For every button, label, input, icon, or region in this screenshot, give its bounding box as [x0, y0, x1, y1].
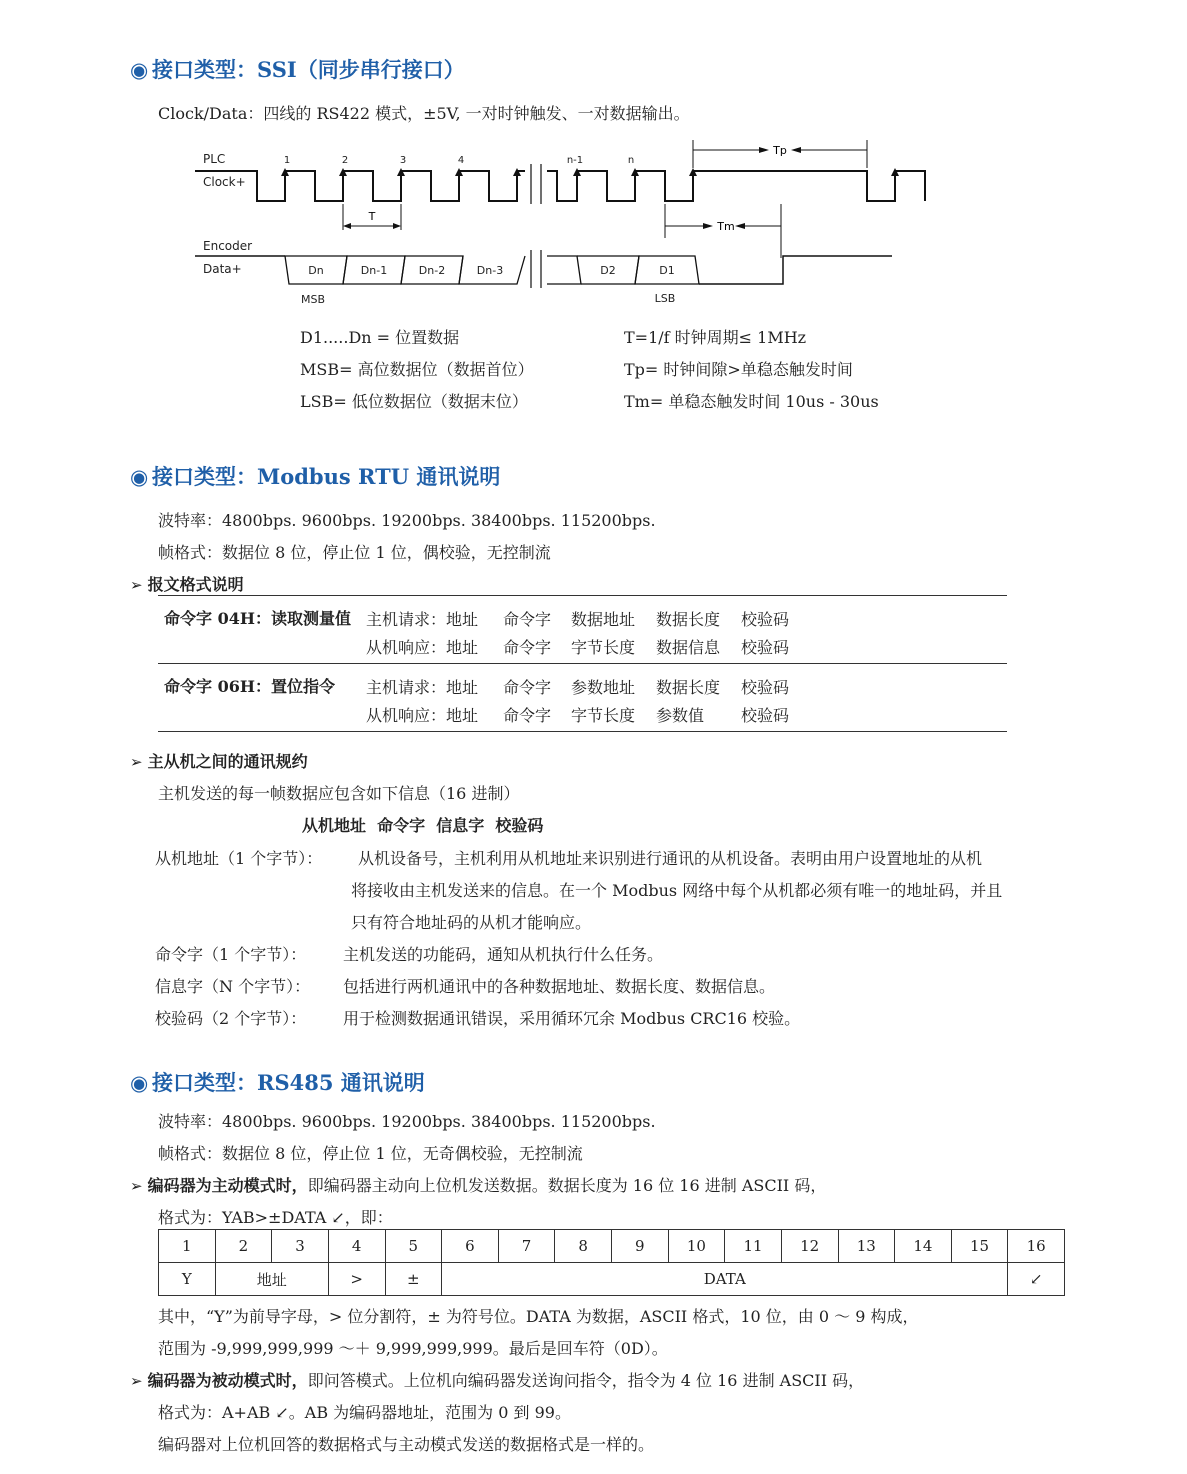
protocol-fields: 从机地址 命令字 信息字 校验码 [302, 816, 544, 835]
clock-tick-label: 3 [399, 155, 407, 166]
clock-tick-label: 2 [341, 155, 349, 166]
addr-text: 将接收由主机发送来的信息。在一个 Modbus 网络中每个从机都必须有唯一的地址码，并且 [351, 881, 1003, 900]
cmd04-label: 命令字 04H：读取测量值 [164, 609, 351, 628]
tm-label: Tm [717, 220, 735, 233]
data-bit-label: Dn-1 [360, 264, 388, 277]
tp-label: Tp [773, 144, 787, 157]
table-cell: 16 [1008, 1230, 1065, 1263]
arrow-icon: ➢ [130, 753, 143, 771]
table-cell: 7 [498, 1230, 555, 1263]
ssi-heading: ◉ 接口类型：SSI（同步串行接口） [130, 57, 465, 82]
cmd04-req: 数据地址 [571, 610, 636, 629]
data-bit-label: D2 [600, 264, 616, 277]
table-cell: ↙ [1008, 1263, 1065, 1296]
legend-right-1: T=1/f 时钟周期≤ 1MHz [624, 328, 807, 347]
active-format: 格式为：YAB>±DATA ↙，即： [158, 1208, 393, 1227]
table-cell: 12 [781, 1230, 838, 1263]
table-row [159, 1263, 1065, 1296]
rs485-baud: 波特率：4800bps. 9600bps. 19200bps. 38400bps. 115200bps. [158, 1112, 656, 1131]
cmd06-req: 数据长度 [656, 678, 721, 697]
table-cell: 8 [555, 1230, 612, 1263]
cmd06-req: 命令字 [503, 678, 552, 697]
table-cell: DATA [442, 1263, 1008, 1296]
modbus-heading: ◉ 接口类型：Modbus RTU 通讯说明 [130, 464, 501, 489]
table-cell: Y [159, 1263, 216, 1296]
arrow-icon: ➢ [130, 1372, 143, 1390]
rs485-frame: 帧格式：数据位 8 位，停止位 1 位，无奇偶校验，无控制流 [158, 1144, 583, 1163]
last-line: 编码器对上位机回答的数据格式与主动模式发送的数据格式是一样的。 [158, 1435, 655, 1454]
legend-left-3: LSB= 低位数据位（数据末位） [300, 392, 528, 411]
table-row [159, 1230, 1065, 1263]
arrow-icon: ➢ [130, 1177, 143, 1195]
modbus-frame: 帧格式：数据位 8 位，停止位 1 位，偶校验，无控制流 [158, 543, 551, 562]
info-text: 包括进行两机通讯中的各种数据地址、数据长度、数据信息。 [343, 977, 776, 996]
passive-mode: ➢ 编码器为被动模式时，即问答模式。上位机向编码器发送询问指令，指令为 4 位 16 进制 ASCII 码， [130, 1371, 865, 1390]
cmd-text: 主机发送的功能码，通知从机执行什么任务。 [343, 945, 664, 964]
crc-label: 校验码（2 个字节）： [155, 1009, 307, 1028]
cmd06-resp: 参数值 [656, 706, 705, 725]
cmd04-req: 命令字 [503, 610, 552, 629]
table-cell: > [328, 1263, 385, 1296]
cmd06-req: 主机请求：地址 [366, 678, 479, 697]
clock-tick-label: n-1 [566, 155, 584, 166]
data-bit-label: Dn-2 [418, 264, 446, 277]
table-cell: 13 [838, 1230, 895, 1263]
bullet-icon: ◉ [130, 57, 149, 82]
rs485-heading: ◉ 接口类型：RS485 通讯说明 [130, 1070, 425, 1095]
addr-label: 从机地址（1 个字节）： [155, 849, 323, 868]
legend-left-1: D1.....Dn = 位置数据 [300, 328, 460, 347]
clock-tick-label: 1 [283, 155, 291, 166]
cmd04-req: 主机请求：地址 [366, 610, 479, 629]
plc-label: PLC [203, 152, 226, 166]
table-cell: ± [385, 1263, 442, 1296]
cmd04-req: 数据长度 [656, 610, 721, 629]
divider [158, 663, 1007, 664]
msb-label: MSB [300, 293, 326, 306]
legend-right-3: Tm= 单稳态触发时间 10us - 30us [624, 392, 879, 411]
data-bit-label: Dn [308, 264, 324, 277]
bullet-icon: ◉ [130, 464, 149, 489]
cmd06-resp: 字节长度 [571, 706, 636, 725]
legend-right-2: Tp= 时钟间隙>单稳态触发时间 [624, 360, 853, 379]
divider [158, 595, 1007, 596]
cmd06-label: 命令字 06H：置位指令 [164, 677, 335, 696]
table-cell: 5 [385, 1230, 442, 1263]
cmd04-resp: 数据信息 [656, 638, 721, 657]
note-2: 范围为 -9,999,999,999 ～＋ 9,999,999,999。最后是回车符（0D）。 [158, 1339, 668, 1358]
cmd06-req: 参数地址 [571, 678, 636, 697]
cmd04-resp: 命令字 [503, 638, 552, 657]
table-cell: 3 [272, 1230, 329, 1263]
table-cell: 1 [159, 1230, 216, 1263]
modbus-baud: 波特率：4800bps. 9600bps. 19200bps. 38400bps. 115200bps. [158, 511, 656, 530]
info-label: 信息字（N 个字节）： [155, 977, 311, 996]
cmd06-resp: 命令字 [503, 706, 552, 725]
ssi-timing-diagram [195, 138, 940, 310]
table-cell: 6 [442, 1230, 499, 1263]
data-bit-label: D1 [659, 264, 675, 277]
t-label: T [368, 210, 376, 223]
addr-text: 从机设备号，主机利用从机地址来识别进行通讯的从机设备。表明由用户设置地址的从机 [358, 849, 983, 868]
table-cell: 地址 [215, 1263, 328, 1296]
cmd06-req: 校验码 [741, 678, 790, 697]
data-label: Data+ [203, 262, 242, 276]
clock-label: Clock+ [203, 175, 246, 189]
cmd06-resp: 校验码 [741, 706, 790, 725]
table-cell: 9 [612, 1230, 669, 1263]
clock-tick-label: 4 [457, 155, 465, 166]
addr-text: 只有符合地址码的从机才能响应。 [351, 913, 592, 932]
protocol-line: 主机发送的每一帧数据应包含如下信息（16 进制） [158, 784, 520, 803]
cmd04-resp: 校验码 [741, 638, 790, 657]
table-cell: 14 [895, 1230, 952, 1263]
arrow-icon: ➢ [130, 576, 143, 594]
data-bit-label: Dn-3 [476, 264, 504, 277]
table-cell: 10 [668, 1230, 725, 1263]
crc-text: 用于检测数据通讯错误，采用循环冗余 Modbus CRC16 校验。 [343, 1009, 801, 1028]
table-cell: 11 [725, 1230, 782, 1263]
encoder-label: Encoder [203, 239, 253, 253]
legend-left-2: MSB= 高位数据位（数据首位） [300, 360, 534, 379]
ascii-format-table [158, 1229, 1065, 1296]
passive-format: 格式为：A+AB ↙。AB 为编码器地址，范围为 0 到 99。 [158, 1403, 571, 1422]
clock-tick-label: n [627, 155, 635, 166]
lsb-label: LSB [654, 292, 676, 305]
msg-format-title: ➢ 报文格式说明 [130, 575, 244, 594]
cmd06-resp: 从机响应：地址 [366, 706, 479, 725]
cmd04-resp: 字节长度 [571, 638, 636, 657]
table-cell: 4 [328, 1230, 385, 1263]
protocol-title: ➢ 主从机之间的通讯规约 [130, 752, 308, 771]
ssi-desc: Clock/Data：四线的 RS422 模式，±5V, 一对时钟触发、一对数据输出。 [158, 104, 690, 123]
cmd-label: 命令字（1 个字节）： [155, 945, 307, 964]
table-cell: 2 [215, 1230, 272, 1263]
cmd04-resp: 从机响应：地址 [366, 638, 479, 657]
cmd04-req: 校验码 [741, 610, 790, 629]
divider [158, 731, 1007, 732]
active-mode: ➢ 编码器为主动模式时，即编码器主动向上位机发送数据。数据长度为 16 位 16 进制 ASCII 码， [130, 1176, 827, 1195]
bullet-icon: ◉ [130, 1070, 149, 1095]
table-cell: 15 [951, 1230, 1008, 1263]
note-1: 其中，“Y”为前导字母，> 位分割符，± 为符号位。DATA 为数据，ASCII 格式，10 位，由 0 ～ 9 构成， [158, 1307, 919, 1326]
